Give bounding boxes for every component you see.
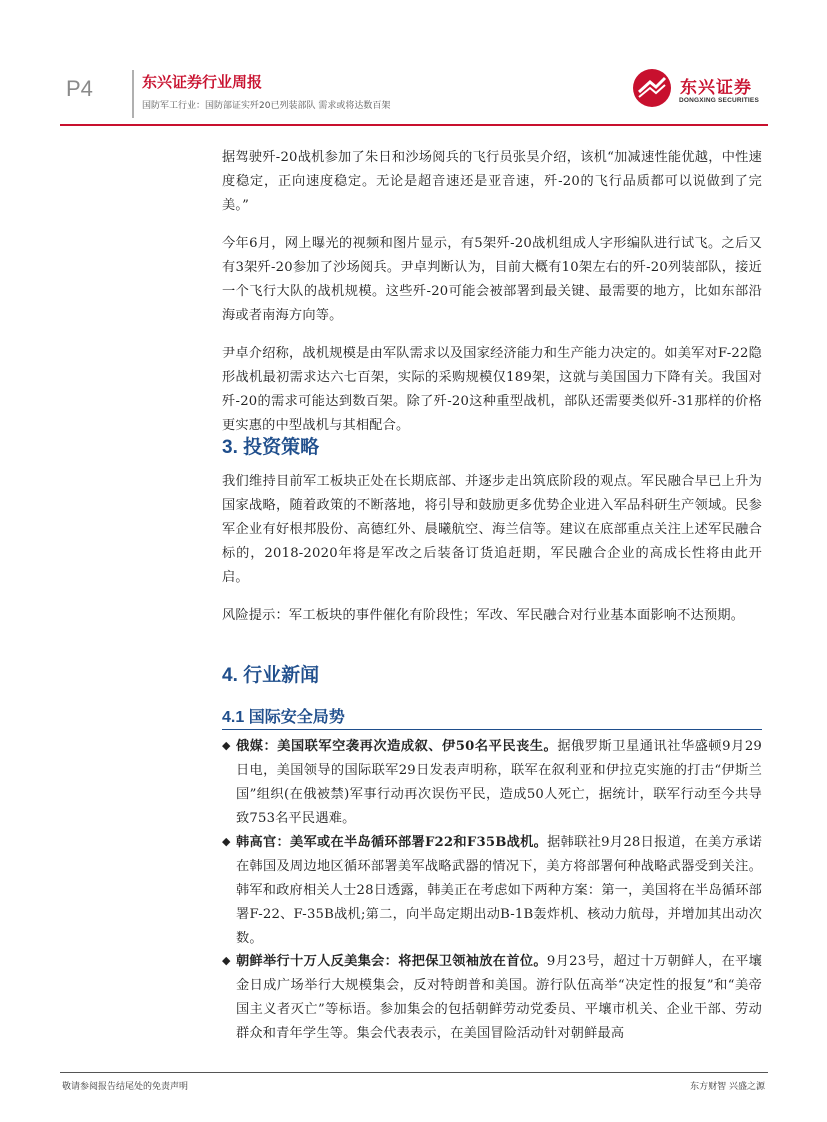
- report-title: 东兴证券行业周报: [142, 73, 263, 91]
- news-headline: 朝鲜举行十万人反美集会：将把保卫领袖放在首位。: [236, 954, 547, 969]
- header-rule: [60, 124, 768, 126]
- paragraph: 据驾驶歼-20战机参加了朱日和沙场阅兵的飞行员张昊介绍，该机“加减速性能优越，中性速度稳定，正向速度稳定。无论是超音速还是亚音速，歼-20的飞行品质都可以说做到了完美。”: [222, 150, 762, 213]
- subsection-heading-international-security: 4.1 国际安全局势: [222, 709, 345, 726]
- investment-section: [222, 470, 762, 628]
- section-heading-investment-strategy: 3. 投资策略: [222, 437, 320, 458]
- news-item: [222, 950, 762, 1046]
- diamond-bullet-icon: ◆: [222, 954, 231, 967]
- risk-paragraph: 风险提示：军工板块的事件催化有阶段性；军改、军民融合对行业基本面影响不达预期。: [222, 608, 745, 623]
- news-headline: 韩高官：美军或在半岛循环部署F22和F35B战机。: [236, 835, 548, 850]
- paragraph: 尹卓介绍称，战机规模是由军队需求以及国家经济能力和生产能力决定的。如美军对F-22隐形战机最初需求达六七百架，实际的采购规模仅189架，这就与美国国力下降有关。我国对歼-20的需求可能达到数百架。除了歼-20这种重型战机，部队还需要类似歼-31那样的价格更实惠的中型战机与其相配合。: [222, 346, 762, 433]
- news-headline: 俄媒：美国联军空袭再次造成叙、伊50名平民丧生。: [236, 739, 558, 754]
- diamond-bullet-icon: ◆: [222, 739, 231, 752]
- news-body: 据俄罗斯卫星通讯社华盛顿9月29日电，美国领导的国际联军29日发表声明称，联军在叙利亚和伊拉克实施的打击“伊斯兰国”组织(在俄被禁)军事行动再次误伤平民，造成50人死亡，据统计，联军行动至今共导致753名平民遇难。: [236, 739, 763, 826]
- report-subtitle: 国防军工行业：国防部证实歼20已列装部队 需求或将达数百架: [142, 101, 391, 111]
- paragraph: 我们维持目前军工板块正处在长期底部、并逐步走出筑底阶段的观点。军民融合早已上升为国家战略，随着政策的不断落地，将引导和鼓励更多优势企业进入军品科研生产领域。民参军企业有好根邦股份、高德红外、晨曦航空、海兰信等。建议在底部重点关注上述军民融合标的，2018-2020年将是军改之后装备订货追赶期，军民融合企业的高成长性将由此开启。: [222, 474, 762, 585]
- diamond-bullet-icon: ◆: [222, 835, 231, 848]
- page-number: P4: [66, 76, 93, 101]
- logo-name-en: DONGXING SECURITIES: [679, 97, 760, 104]
- footer-rule: [60, 1072, 768, 1073]
- header-divider: [132, 70, 134, 118]
- news-body: 9月23号，超过十万朝鲜人，在平壤金日成广场举行大规模集会，反对特朗普和美国。游行队伍高举“决定性的报复”和“美帝国主义者灭亡”等标语。参加集会的包括朝鲜劳动党委员、平壤市机关、企业干部、劳动群众和青年学生等。集会代表表示，在美国冒险活动针对朝鲜最高: [236, 954, 762, 1041]
- news-item: [222, 831, 762, 951]
- footer-slogan: 东方财智 兴盛之源: [690, 1082, 765, 1092]
- news-item: [222, 735, 762, 831]
- paragraph: 今年6月，网上曝光的视频和图片显示，有5架歼-20战机组成人字形编队进行试飞。之后又有3架歼-20参加了沙场阅兵。尹卓判断认为，目前大概有10架左右的歼-20列装部队，接近一个飞行大队的战机规模。这些歼-20可能会被部署到最关键、最需要的地方，比如东部沿海或者南海方向等。: [222, 236, 762, 323]
- disclaimer-note: 敬请参阅报告结尾处的免责声明: [62, 1082, 189, 1092]
- section-heading-industry-news: 4. 行业新闻: [222, 665, 320, 686]
- news-body: 据韩联社9月28日报道，在美方承诺在韩国及周边地区循环部署美军战略武器的情况下，美方将部署何种战略武器受到关注。韩军和政府相关人士28日透露，韩美正在考虑如下两种方案：第一，美国将在半岛循环部署F-22、F-35B战机;第二，向半岛定期出动B-1B轰炸机、核动力航母，并增加其出动次数。: [236, 835, 762, 946]
- intro-section: [222, 146, 762, 438]
- logo-name-cn: 东兴证券: [680, 78, 752, 98]
- subsection-rule: [222, 729, 762, 730]
